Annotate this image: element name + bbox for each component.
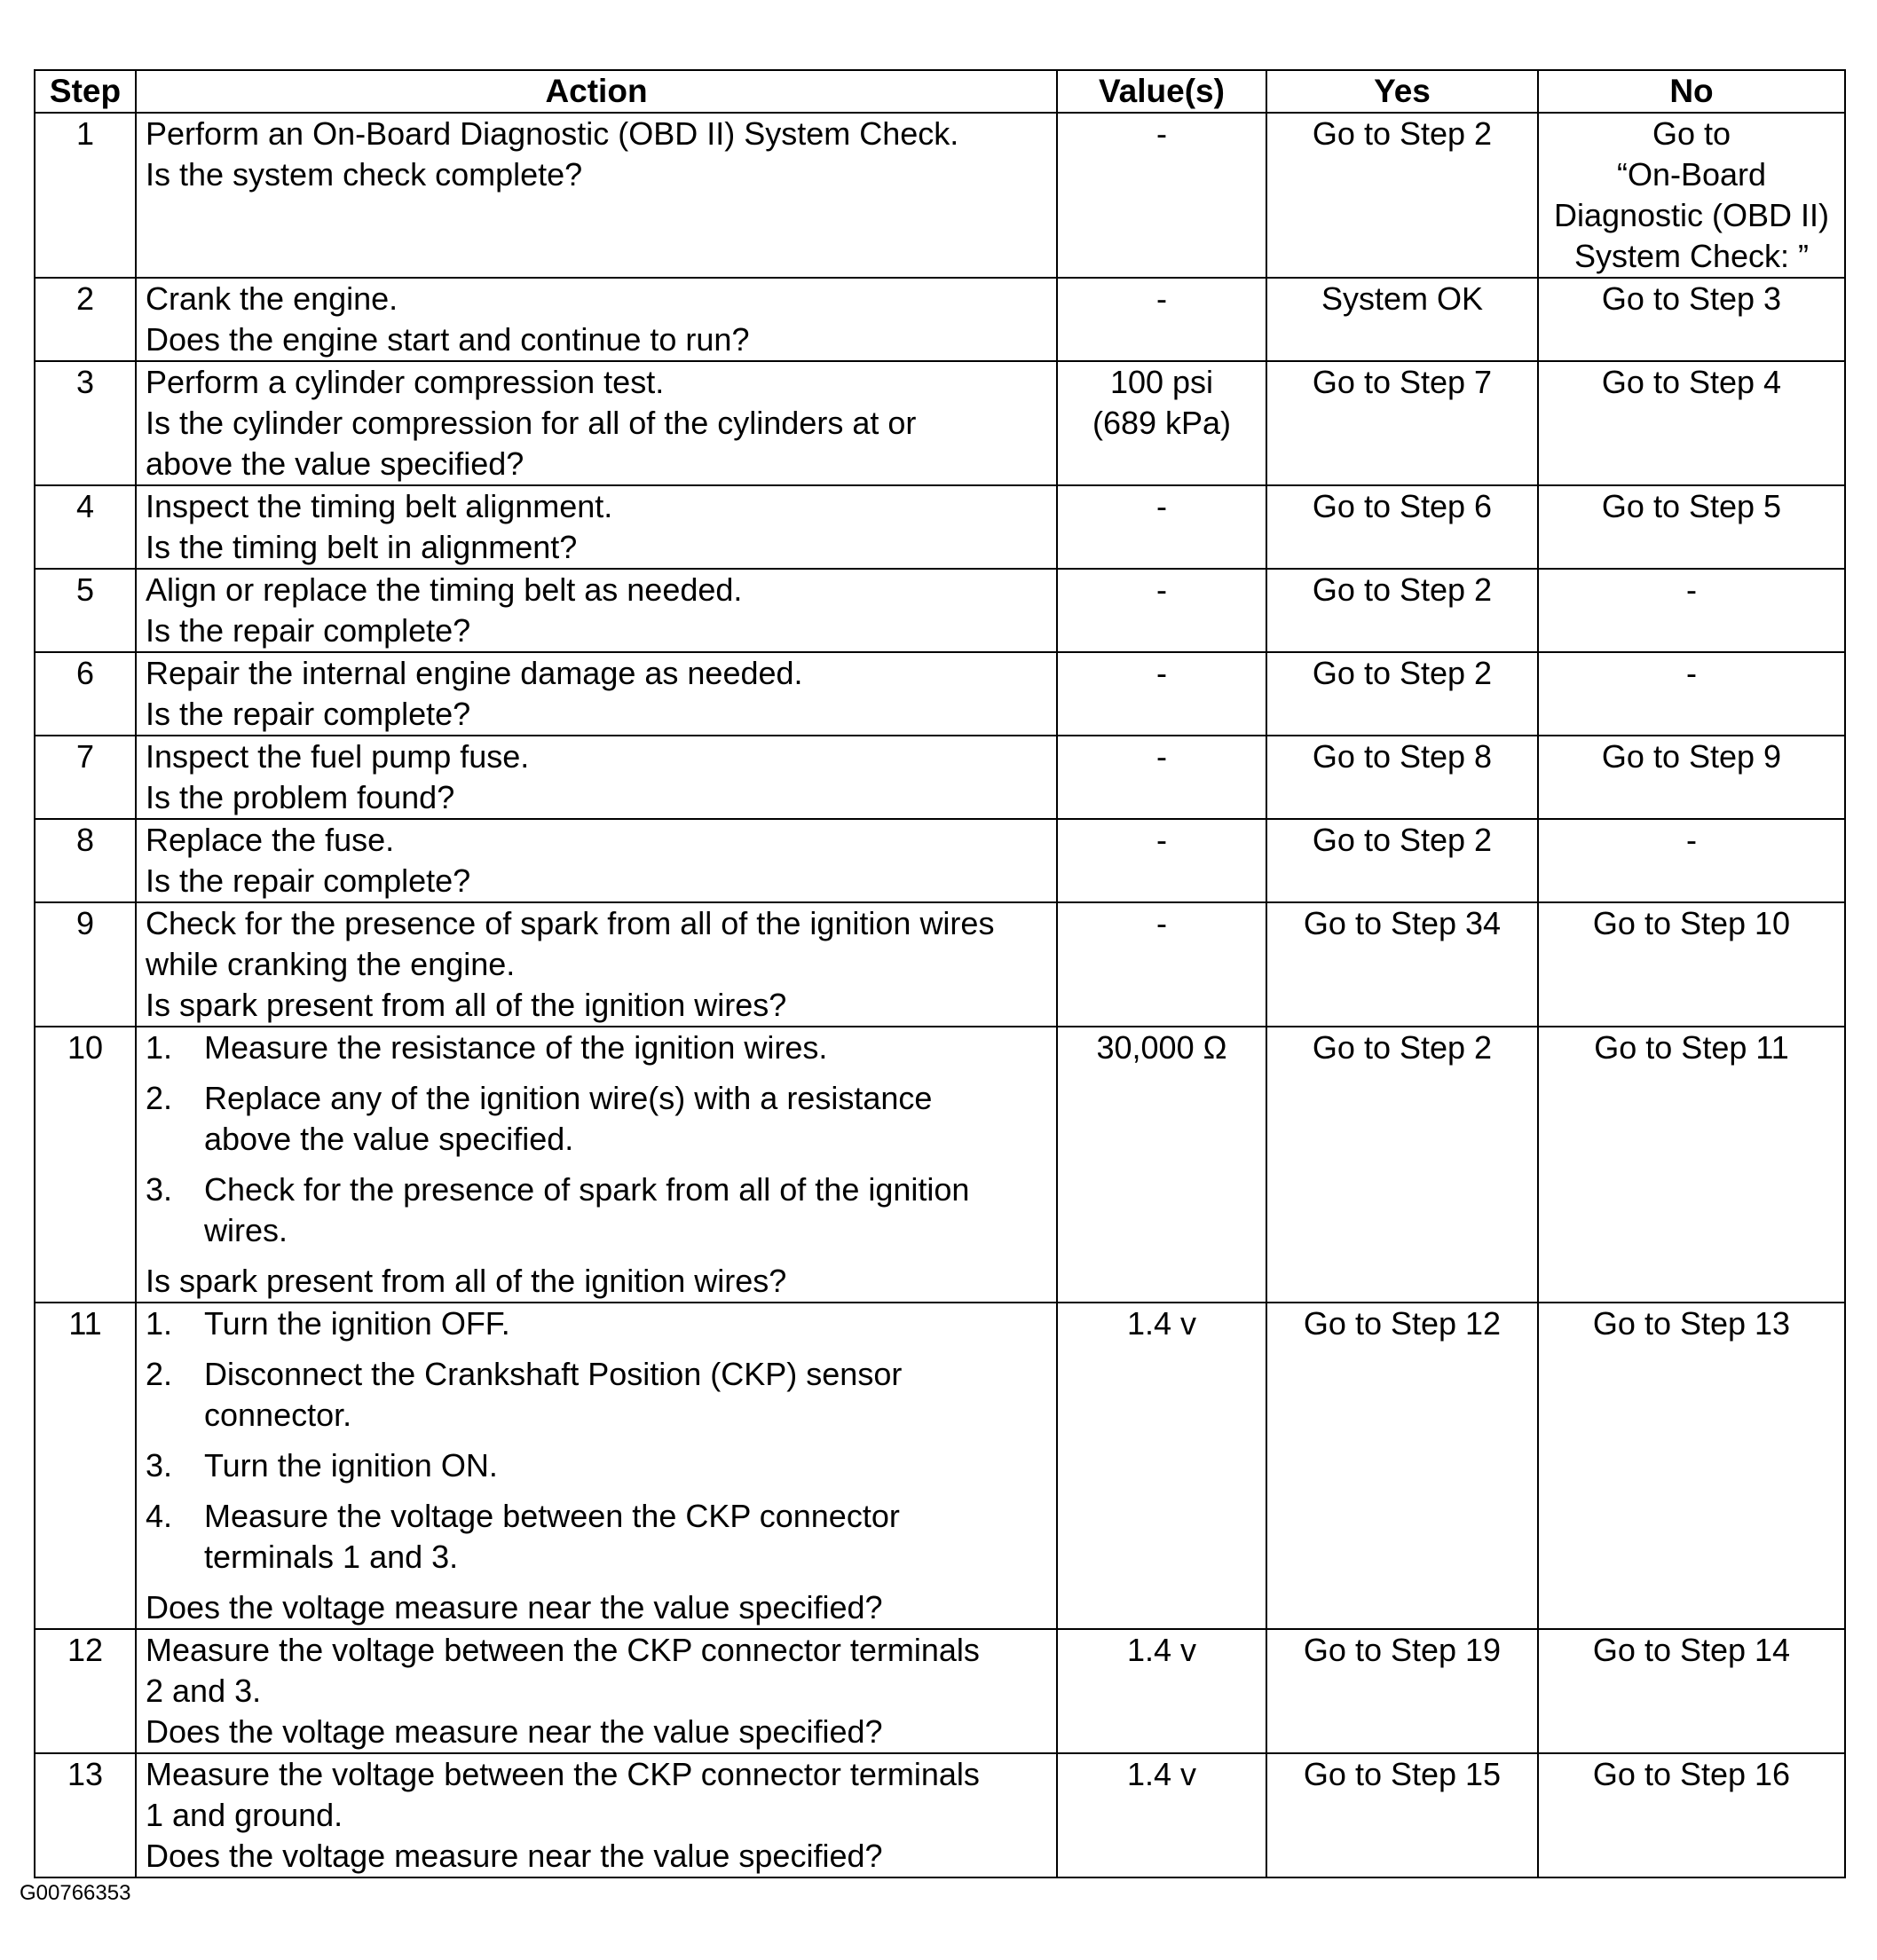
table-row	[35, 1027, 1845, 1303]
value-cell	[1057, 569, 1266, 652]
action-step-line: Turn the ignition OFF.	[204, 1305, 510, 1342]
no-line: “On-Board	[1616, 156, 1767, 193]
action-step-line: Measure the resistance of the ignition wires.	[204, 1029, 828, 1066]
action-step-number: 3.	[146, 1447, 173, 1484]
action-line: Does the engine start and continue to run?	[146, 321, 750, 358]
action-cell	[136, 1303, 1057, 1629]
yes-cell	[1266, 652, 1538, 736]
table-row	[35, 652, 1845, 736]
yes-cell	[1266, 902, 1538, 1027]
action-line: Inspect the timing belt alignment.	[146, 488, 613, 524]
action-line: Is the cylinder compression for all of the cylinders at or	[146, 405, 917, 441]
action-cell	[136, 1629, 1057, 1753]
action-step-text	[204, 1445, 1047, 1486]
yes-cell	[1266, 361, 1538, 485]
action-cell	[136, 736, 1057, 819]
action-question: Does the voltage measure near the value specified?	[146, 1589, 883, 1625]
value-line: 1.4 v	[1126, 1756, 1197, 1792]
yes-line: Go to Step 7	[1312, 364, 1493, 400]
value-cell	[1057, 819, 1266, 902]
step-number: 5	[35, 569, 136, 652]
step-number: 7	[35, 736, 136, 819]
action-line: Is the timing belt in alignment?	[146, 529, 578, 565]
yes-cell	[1266, 736, 1538, 819]
table-row	[35, 361, 1845, 485]
action-cell	[136, 1753, 1057, 1877]
step-number: 9	[35, 902, 136, 1027]
no-cell	[1538, 1303, 1845, 1629]
action-step-line: connector.	[204, 1397, 352, 1433]
yes-line: Go to Step 12	[1303, 1305, 1502, 1342]
no-line: Diagnostic (OBD II)	[1553, 197, 1830, 233]
value-line: -	[1156, 655, 1167, 691]
action-line: Measure the voltage between the CKP connector terminals	[146, 1756, 980, 1792]
step-number: 6	[35, 652, 136, 736]
action-step-text	[204, 1027, 1047, 1068]
yes-line: System OK	[1321, 280, 1484, 317]
action-cell	[136, 652, 1057, 736]
table-row	[35, 1629, 1845, 1753]
value-cell	[1057, 485, 1266, 569]
value-cell	[1057, 1629, 1266, 1753]
yes-line: Go to Step 6	[1312, 488, 1493, 524]
yes-cell	[1266, 1629, 1538, 1753]
action-line: Is spark present from all of the ignition wires?	[146, 987, 787, 1023]
action-step-line: wires.	[204, 1212, 288, 1248]
yes-line: Go to Step 2	[1312, 1029, 1493, 1066]
header-row	[35, 70, 1845, 113]
value-line: -	[1156, 571, 1167, 608]
yes-line: Go to Step 8	[1312, 738, 1493, 775]
action-line: 2 and 3.	[146, 1673, 262, 1709]
value-line: (689 kPa)	[1092, 405, 1232, 441]
no-cell	[1538, 902, 1845, 1027]
value-line: -	[1156, 738, 1167, 775]
action-line: Repair the internal engine damage as needed.	[146, 655, 803, 691]
action-line: Is the repair complete?	[146, 862, 471, 899]
value-line: -	[1156, 905, 1167, 941]
action-line: Replace the fuse.	[146, 822, 395, 858]
action-line: Check for the presence of spark from all of the ignition wires	[146, 905, 995, 941]
no-cell	[1538, 113, 1845, 278]
value-line: -	[1156, 115, 1167, 152]
no-cell	[1538, 652, 1845, 736]
action-step-item	[146, 1496, 1047, 1578]
diagnostic-table	[34, 69, 1846, 1878]
yes-line: Go to Step 2	[1312, 571, 1493, 608]
no-cell	[1538, 485, 1845, 569]
action-cell	[136, 819, 1057, 902]
action-step-line: Turn the ignition ON.	[204, 1447, 498, 1484]
action-line: Is the problem found?	[146, 779, 455, 815]
action-step-line: above the value specified.	[204, 1121, 574, 1157]
header-yes: Yes	[1266, 70, 1538, 113]
value-cell	[1057, 902, 1266, 1027]
action-step-item	[146, 1303, 1047, 1344]
action-line: Is the repair complete?	[146, 612, 471, 649]
action-step-text	[204, 1354, 1047, 1436]
value-cell	[1057, 1027, 1266, 1303]
table-row	[35, 736, 1845, 819]
action-cell	[136, 113, 1057, 278]
yes-line: Go to Step 2	[1312, 822, 1493, 858]
value-cell	[1057, 1303, 1266, 1629]
value-line: 100 psi	[1109, 364, 1214, 400]
action-line: above the value specified?	[146, 445, 524, 482]
action-line: Align or replace the timing belt as needed.	[146, 571, 743, 608]
no-cell	[1538, 819, 1845, 902]
header-action: Action	[136, 70, 1057, 113]
value-line: 30,000 Ω	[1096, 1029, 1227, 1066]
header-step: Step	[35, 70, 136, 113]
action-step-item	[146, 1169, 1047, 1251]
yes-line: Go to Step 15	[1303, 1756, 1502, 1792]
step-number: 12	[35, 1629, 136, 1753]
value-cell	[1057, 652, 1266, 736]
value-line: -	[1156, 822, 1167, 858]
no-line: -	[1686, 571, 1697, 608]
action-line: 1 and ground.	[146, 1797, 343, 1833]
no-line: Go to Step 16	[1592, 1756, 1791, 1792]
value-cell	[1057, 361, 1266, 485]
no-cell	[1538, 278, 1845, 361]
table-row	[35, 902, 1845, 1027]
action-line: while cranking the engine.	[146, 946, 516, 982]
no-line: Go to	[1652, 115, 1731, 152]
yes-cell	[1266, 1303, 1538, 1629]
yes-cell	[1266, 113, 1538, 278]
action-step-line: Replace any of the ignition wire(s) with a resistance	[204, 1080, 933, 1116]
step-number: 4	[35, 485, 136, 569]
action-cell	[136, 569, 1057, 652]
no-line: -	[1686, 655, 1697, 691]
action-step-line: Disconnect the Crankshaft Position (CKP) sensor	[204, 1356, 903, 1392]
value-cell	[1057, 278, 1266, 361]
action-step-line: Check for the presence of spark from all of the ignition	[204, 1171, 970, 1208]
action-step-number: 3.	[146, 1171, 173, 1208]
action-step-number: 1.	[146, 1029, 173, 1066]
action-step-item	[146, 1027, 1047, 1068]
no-cell	[1538, 1629, 1845, 1753]
table-row	[35, 819, 1845, 902]
yes-cell	[1266, 1753, 1538, 1877]
action-line: Measure the voltage between the CKP connector terminals	[146, 1632, 980, 1668]
header-values: Value(s)	[1057, 70, 1266, 113]
no-line: Go to Step 10	[1592, 905, 1791, 941]
no-line: Go to Step 13	[1592, 1305, 1791, 1342]
value-line: 1.4 v	[1126, 1305, 1197, 1342]
yes-cell	[1266, 569, 1538, 652]
step-number: 3	[35, 361, 136, 485]
no-line: Go to Step 4	[1601, 364, 1782, 400]
action-cell	[136, 902, 1057, 1027]
yes-cell	[1266, 278, 1538, 361]
action-step-line: terminals 1 and 3.	[204, 1539, 459, 1575]
table-row	[35, 113, 1845, 278]
yes-line: Go to Step 2	[1312, 115, 1493, 152]
yes-cell	[1266, 1027, 1538, 1303]
action-step-text	[204, 1303, 1047, 1344]
value-line: 1.4 v	[1126, 1632, 1197, 1668]
action-cell	[136, 1027, 1057, 1303]
no-cell	[1538, 1753, 1845, 1877]
no-line: -	[1686, 822, 1697, 858]
table-row	[35, 485, 1845, 569]
action-cell	[136, 278, 1057, 361]
step-number: 10	[35, 1027, 136, 1303]
action-step-number: 1.	[146, 1305, 173, 1342]
action-line: Inspect the fuel pump fuse.	[146, 738, 530, 775]
value-cell	[1057, 736, 1266, 819]
header-no: No	[1538, 70, 1845, 113]
action-line: Does the voltage measure near the value specified?	[146, 1713, 883, 1750]
value-cell	[1057, 1753, 1266, 1877]
yes-line: Go to Step 2	[1312, 655, 1493, 691]
action-line: Is the system check complete?	[146, 156, 583, 193]
action-step-text	[204, 1169, 1047, 1251]
yes-line: Go to Step 34	[1303, 905, 1502, 941]
action-step-text	[204, 1078, 1047, 1160]
no-cell	[1538, 569, 1845, 652]
table-row	[35, 1753, 1845, 1877]
no-line: Go to Step 11	[1594, 1029, 1789, 1066]
action-steps-list	[146, 1027, 1047, 1251]
action-cell	[136, 485, 1057, 569]
action-line: Perform an On-Board Diagnostic (OBD II) System Check.	[146, 115, 959, 152]
action-step-item	[146, 1354, 1047, 1436]
no-line: Go to Step 14	[1592, 1632, 1791, 1668]
action-line: Perform a cylinder compression test.	[146, 364, 665, 400]
action-step-item	[146, 1078, 1047, 1160]
action-line: Is the repair complete?	[146, 696, 471, 732]
action-step-number: 4.	[146, 1498, 173, 1534]
action-step-text	[204, 1496, 1047, 1578]
value-line: -	[1156, 488, 1167, 524]
figure-id: G00766353	[20, 1881, 131, 1905]
no-line: Go to Step 9	[1601, 738, 1782, 775]
no-line: System Check: ”	[1573, 238, 1810, 274]
action-step-item	[146, 1445, 1047, 1486]
action-cell	[136, 361, 1057, 485]
no-line: Go to Step 5	[1601, 488, 1782, 524]
value-line: -	[1156, 280, 1167, 317]
step-number: 8	[35, 819, 136, 902]
step-number: 2	[35, 278, 136, 361]
action-line: Does the voltage measure near the value specified?	[146, 1838, 883, 1874]
step-number: 13	[35, 1753, 136, 1877]
yes-line: Go to Step 19	[1303, 1632, 1502, 1668]
yes-cell	[1266, 485, 1538, 569]
action-step-line: Measure the voltage between the CKP connector	[204, 1498, 900, 1534]
action-steps-list	[146, 1303, 1047, 1578]
table-row	[35, 569, 1845, 652]
action-step-number: 2.	[146, 1080, 173, 1116]
value-cell	[1057, 113, 1266, 278]
step-number: 11	[35, 1303, 136, 1629]
table-row	[35, 1303, 1845, 1629]
no-cell	[1538, 361, 1845, 485]
table-row	[35, 278, 1845, 361]
no-cell	[1538, 736, 1845, 819]
no-line: Go to Step 3	[1601, 280, 1782, 317]
action-line: Crank the engine.	[146, 280, 398, 317]
no-cell	[1538, 1027, 1845, 1303]
step-number: 1	[35, 113, 136, 278]
action-step-number: 2.	[146, 1356, 173, 1392]
action-question: Is spark present from all of the ignition wires?	[146, 1263, 787, 1299]
yes-cell	[1266, 819, 1538, 902]
